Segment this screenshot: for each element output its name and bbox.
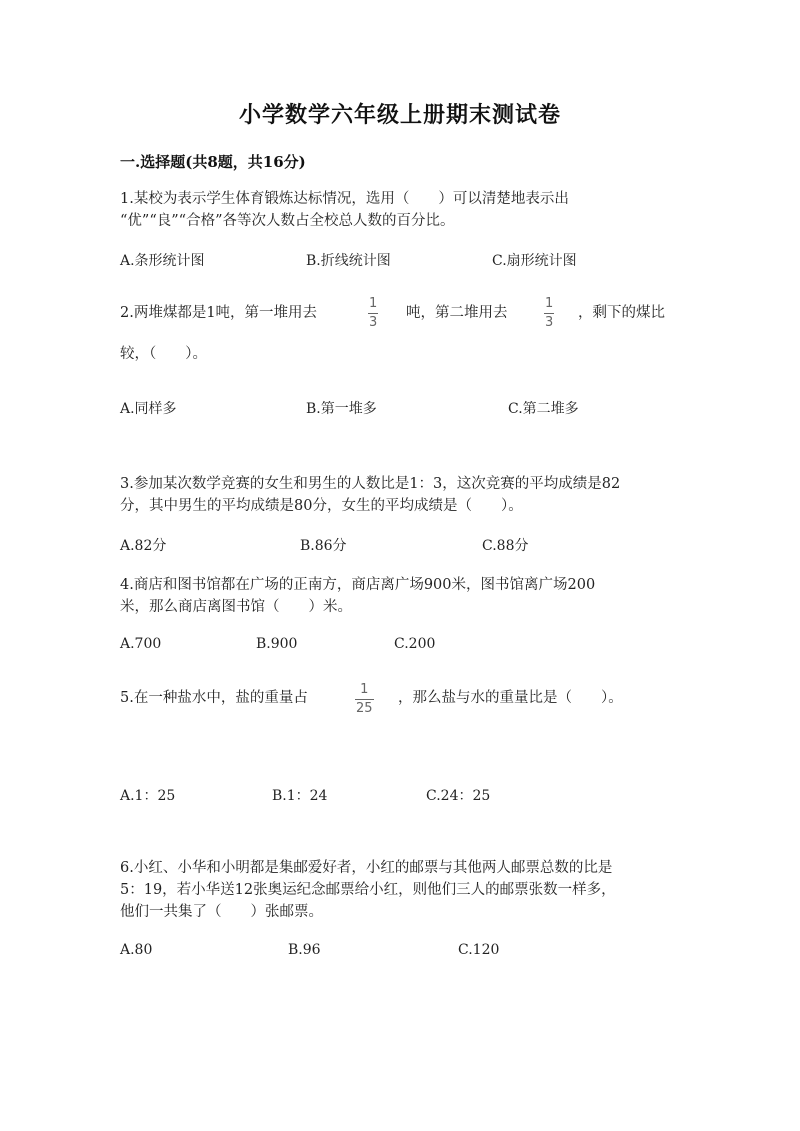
question-2-option-b: B.第一堆多 [306,401,377,417]
question-3-option-a: A.82分 [120,538,167,554]
question-3-option-c: C.88分 [482,538,529,554]
question-2-option-a: A.同样多 [120,401,177,417]
question-2-text-part-2: 吨，第二堆用去 [406,305,508,321]
question-4-option-a: A.700 [120,636,162,652]
fraction-bar [368,313,378,314]
question-6-option-a: A.80 [120,942,153,958]
question-1-option-c: C.扇形统计图 [492,253,577,269]
fraction-denominator: 25 [356,701,373,716]
question-1-line-1: 1.某校为表示学生体育锻炼达标情况，选用（ ）可以清楚地表示出 [120,191,569,207]
question-6-line-2: 5：19，若小华送12张奥运纪念邮票给小红，则他们三人的邮票张数一样多， [120,882,616,898]
section-heading: 一.选择题(共8题，共16分) [120,153,306,171]
question-4-line-2: 米，那么商店离图书馆（ ）米。 [120,599,352,615]
fraction-numerator: 1 [360,682,369,697]
fraction-numerator: 1 [369,296,378,311]
question-1-option-b: B.折线统计图 [306,253,391,269]
question-2-line-2: 较，（ ）。 [120,346,207,362]
fraction-denominator: 3 [545,315,554,330]
question-6-line-1: 6.小红、小华和小明都是集邮爱好者，小红的邮票与其他两人邮票总数的比是 [120,860,613,876]
question-5-text-part-1: 5.在一种盐水中，盐的重量占 [120,690,308,706]
question-1-option-a: A.条形统计图 [120,253,205,269]
fraction-numerator: 1 [545,296,554,311]
question-4-option-c: C.200 [394,636,436,652]
question-3-option-b: B.86分 [300,538,347,554]
question-5-text-part-2: ，那么盐与水的重量比是（ ）。 [398,690,623,706]
question-5-option-a: A.1：25 [120,788,176,804]
question-4-option-b: B.900 [256,636,298,652]
question-2-fraction-1 [368,297,378,330]
question-4-line-1: 4.商店和图书馆都在广场的正南方，商店离广场900米，图书馆离广场200 [120,577,596,593]
question-5-fraction [355,683,374,716]
fraction-bar [544,313,554,314]
question-5-option-c: C.24：25 [426,788,491,804]
question-3-line-1: 3.参加某次数学竞赛的女生和男生的人数比是1：3，这次竞赛的平均成绩是82 [120,476,621,492]
question-6-option-c: C.120 [458,942,500,958]
question-2-fraction-2 [544,297,554,330]
question-1-line-2: “优”“良”“合格”各等次人数占全校总人数的百分比。 [120,213,455,229]
question-2-text-part-3: ，剩下的煤比 [578,305,665,321]
question-5-option-b: B.1：24 [272,788,328,804]
question-3-line-2: 分，其中男生的平均成绩是80分，女生的平均成绩是（ ）。 [120,498,523,514]
question-6-option-b: B.96 [288,942,321,958]
question-2-text-part-1: 2.两堆煤都是1吨，第一堆用去 [120,305,318,321]
question-2-option-c: C.第二堆多 [508,401,579,417]
page-title: 小学数学六年级上册期末测试卷 [238,102,561,128]
question-6-line-3: 他们一共集了（ ）张邮票。 [120,904,323,920]
fraction-denominator: 3 [369,315,378,330]
fraction-bar [355,699,374,700]
